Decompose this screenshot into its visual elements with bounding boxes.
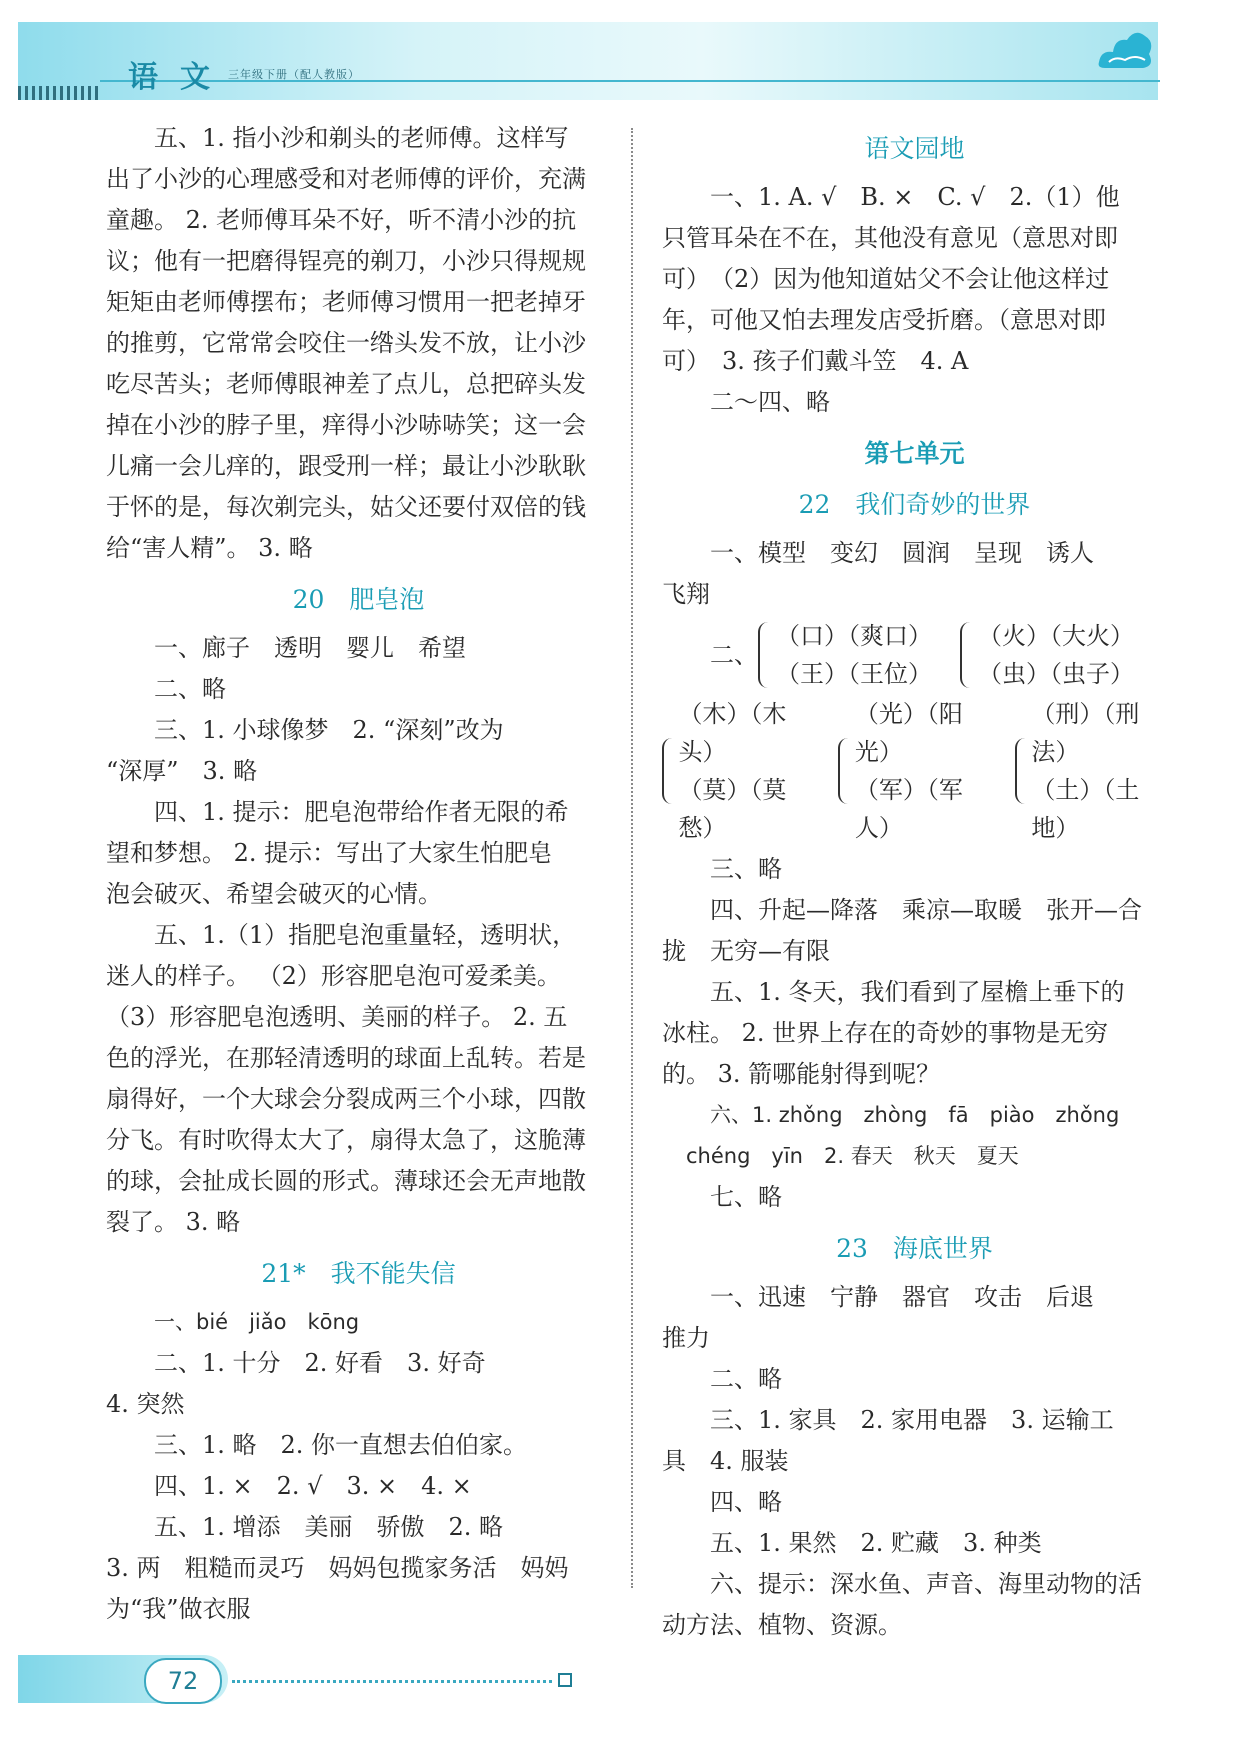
brace-group bbox=[678, 695, 814, 847]
text-line: 4. 突然 bbox=[106, 1390, 185, 1418]
left-column bbox=[106, 118, 611, 1630]
text-line: 二、略 bbox=[710, 1365, 782, 1393]
text-line: （3）形容肥皂泡透明、美丽的样子。 2. 五 bbox=[106, 1003, 568, 1031]
text-line: 可） （2）因为他知道姑父不会让他这样过 bbox=[662, 265, 1110, 293]
text-line: 矩矩由老师傅摆布；老师傅习惯用一把老掉牙 bbox=[106, 288, 586, 316]
brace-mark bbox=[758, 622, 772, 688]
brace-item: （火）（大火） bbox=[978, 622, 1134, 650]
page-number: 72 bbox=[144, 1658, 222, 1704]
footer-dotted-rule bbox=[232, 1680, 552, 1683]
text-line: 三、略 bbox=[710, 855, 782, 883]
text-line: 扇得好，一个大球会分裂成两三个小球，四散 bbox=[106, 1085, 586, 1113]
text-line: chéng yīn 2. 春天 秋天 夏天 bbox=[686, 1144, 1019, 1168]
text-line: 于怀的是，每次剃完头，姑父还要付双倍的钱 bbox=[106, 493, 586, 521]
text-line: 二、略 bbox=[154, 675, 226, 703]
text-line: 色的浮光，在那轻清透明的球面上乱转。若是 bbox=[106, 1044, 586, 1072]
text-line: 的。 3. 箭哪能射得到呢？ bbox=[662, 1060, 941, 1088]
text-line: 儿痛一会儿痒的，跟受刑一样；最让小沙耿耿 bbox=[106, 452, 586, 480]
brace-item: （王）（王位） bbox=[776, 660, 932, 688]
text-line: 一、bié jiǎo kōng bbox=[154, 1310, 360, 1334]
text-line: 吃尽苦头；老师傅眼神差了点儿，总把碎头发 bbox=[106, 370, 586, 398]
text-line: 五、1. 指小沙和剃头的老师傅。这样写 bbox=[154, 124, 569, 152]
text-line: 分飞。有时吹得太大了，扇得太急了，这脆薄 bbox=[106, 1126, 586, 1154]
unit-title: 第七单元 bbox=[864, 439, 965, 468]
lesson-title-23: 23 海底世界 bbox=[836, 1234, 993, 1263]
text-line: 一、1. A. √ B. × C. √ 2.（1）他 bbox=[710, 183, 1120, 211]
text-line: 泡会破灭、希望会破灭的心情。 bbox=[106, 880, 442, 908]
right-column bbox=[662, 118, 1167, 1646]
grade-label: 三年级下册（配人教版） bbox=[228, 68, 360, 81]
text-line: 三、1. 略 2. 你一直想去伯伯家。 bbox=[154, 1431, 528, 1459]
brace-mark bbox=[662, 738, 674, 804]
text-line: 出了小沙的心理感受和对老师傅的评价，充满 bbox=[106, 165, 586, 193]
text-line: 四、略 bbox=[710, 1488, 782, 1516]
brace-item: （木）（木头） bbox=[678, 700, 787, 766]
footer-square-icon bbox=[558, 1673, 572, 1687]
brace-item: （刑）（刑法） bbox=[1031, 700, 1140, 766]
text-line: 动方法、植物、资源。 bbox=[662, 1611, 902, 1639]
text-line: 二、 bbox=[710, 640, 758, 669]
text-line: 七、略 bbox=[710, 1183, 782, 1211]
brace-item: （军）（军人） bbox=[854, 776, 963, 842]
text-line: 冰柱。 2. 世界上存在的奇妙的事物是无穷 bbox=[662, 1019, 1109, 1047]
text-line: 四、1. × 2. √ 3. × 4. × bbox=[154, 1472, 472, 1500]
text-line: 迷人的样子。 （2）形容肥皂泡可爱柔美。 bbox=[106, 962, 561, 990]
brace-item: （土）（土地） bbox=[1031, 776, 1140, 842]
brace-row-1 bbox=[662, 617, 1167, 693]
text-line: 年，可他又怕去理发店受折磨。（意思对即 bbox=[662, 306, 1106, 334]
text-line: 的推剪，它常常会咬住一绺头发不放，让小沙 bbox=[106, 329, 586, 357]
text-line: 五、1. 增添 美丽 骄傲 2. 略 bbox=[154, 1513, 504, 1541]
text-line: 议；他有一把磨得锃亮的剃刀，小沙只得规规 bbox=[106, 247, 586, 275]
brace-mark bbox=[960, 622, 974, 688]
text-line: 五、1. 果然 2. 贮藏 3. 种类 bbox=[710, 1529, 1042, 1557]
brace-item: （莫）（莫愁） bbox=[678, 776, 787, 842]
brace-mark bbox=[838, 738, 850, 804]
text-line: 一、模型 变幻 圆润 呈现 诱人 bbox=[710, 539, 1094, 567]
text-line: 推力 bbox=[662, 1324, 710, 1352]
header-stripes bbox=[18, 86, 102, 100]
text-line: 拢 无穷—有限 bbox=[662, 937, 830, 965]
text-line: 3. 两 粗糙而灵巧 妈妈包揽家务活 妈妈 bbox=[106, 1554, 569, 1582]
text-line: 为“我”做衣服 bbox=[106, 1595, 251, 1623]
subject-title: 语文 bbox=[128, 60, 232, 95]
text-line: 裂了。 3. 略 bbox=[106, 1208, 241, 1236]
brace-group bbox=[978, 617, 1134, 693]
text-line: 五、1. 冬天，我们看到了屋檐上垂下的 bbox=[710, 978, 1125, 1006]
text-line: 掉在小沙的脖子里，痒得小沙哧哧笑；这一会 bbox=[106, 411, 586, 439]
brace-item: （光）（阳光） bbox=[854, 700, 963, 766]
text-line: 童趣。 2. 老师傅耳朵不好，听不清小沙的抗 bbox=[106, 206, 577, 234]
text-line: 二、1. 十分 2. 好看 3. 好奇 bbox=[154, 1349, 486, 1377]
text-line: 可） 3. 孩子们戴斗笠 4. A bbox=[662, 347, 969, 375]
text-line: 一、廊子 透明 婴儿 希望 bbox=[154, 634, 466, 662]
brace-group bbox=[1031, 695, 1167, 847]
text-line: 只管耳朵在不在，其他没有意见（意思对即 bbox=[662, 224, 1118, 252]
column-divider bbox=[631, 128, 633, 1588]
text-line: 二～四、略 bbox=[710, 388, 830, 416]
brace-mark bbox=[1015, 738, 1027, 804]
text-line: 四、升起—降落 乘凉—取暖 张开—合 bbox=[710, 896, 1142, 924]
text-line: 三、1. 小球像梦 2. “深刻”改为 bbox=[154, 716, 504, 744]
text-line: 三、1. 家具 2. 家用电器 3. 运输工 bbox=[710, 1406, 1114, 1434]
text-line: 望和梦想。 2. 提示：写出了大家生怕肥皂 bbox=[106, 839, 553, 867]
text-line: 六、1. zhǒng zhòng fā piào zhǒng bbox=[710, 1103, 1120, 1127]
section-title-yuwen-yuandi: 语文园地 bbox=[864, 134, 965, 163]
text-line: 四、1. 提示：肥皂泡带给作者无限的希 bbox=[154, 798, 569, 826]
brace-group bbox=[776, 617, 932, 693]
brace-group bbox=[855, 695, 991, 847]
brace-item: （虫）（虫子） bbox=[978, 660, 1134, 688]
lesson-title-21: 21* 我不能失信 bbox=[261, 1259, 456, 1288]
text-line: 五、1.（1）指肥皂泡重量轻，透明状， bbox=[154, 921, 577, 949]
text-line: 的球，会扯成长圆的形式。薄球还会无声地散 bbox=[106, 1167, 586, 1195]
text-line: 一、迅速 宁静 器官 攻击 后退 bbox=[710, 1283, 1094, 1311]
cloud-icon bbox=[1095, 22, 1155, 78]
lesson-title-20: 20 肥皂泡 bbox=[292, 585, 425, 614]
brace-item: （口）（爽口） bbox=[776, 622, 932, 650]
text-line: 具 4. 服装 bbox=[662, 1447, 789, 1475]
text-line: “深厚” 3. 略 bbox=[106, 757, 258, 785]
text-line: 飞翔 bbox=[662, 580, 710, 608]
lesson-title-22: 22 我们奇妙的世界 bbox=[798, 490, 1031, 519]
text-line: 六、提示：深水鱼、声音、海里动物的活 bbox=[710, 1570, 1142, 1598]
text-line: 给“害人精”。 3. 略 bbox=[106, 534, 313, 562]
brace-row-2 bbox=[662, 695, 1167, 847]
